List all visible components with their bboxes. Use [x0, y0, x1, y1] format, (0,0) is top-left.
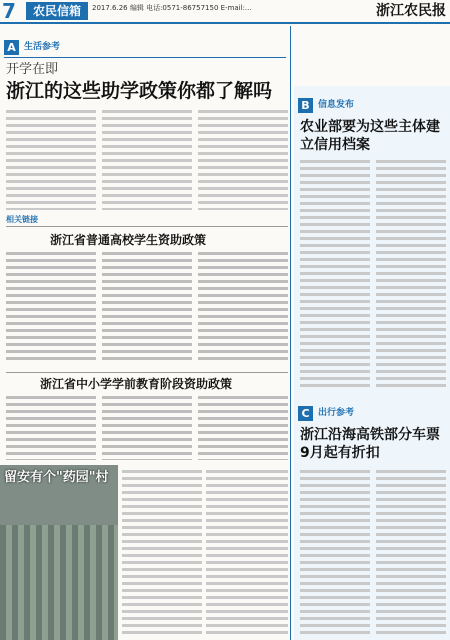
column-divider	[290, 26, 291, 640]
subheading-2: 浙江省中小学学前教育阶段资助政策	[40, 377, 233, 391]
tag-c-label: 出行参考	[318, 408, 355, 418]
article-body	[376, 470, 446, 636]
related-label: 相关链接	[6, 215, 38, 224]
article-body	[102, 396, 192, 460]
article-body	[102, 110, 192, 210]
header-meta: 2017.6.26 编辑 电话:0571-86757150 E-mail:...	[92, 4, 252, 12]
article-body	[300, 160, 370, 390]
headline-b: 农业部要为这些主体建立信用档案	[300, 119, 440, 153]
photo-block	[0, 465, 118, 640]
section-title: 农民信箱	[26, 2, 88, 20]
article-body	[6, 396, 96, 460]
article-body	[376, 160, 446, 390]
tag-b-label: 信息发布	[318, 100, 355, 110]
article-body	[198, 252, 288, 364]
tag-a-label: 生活参考	[24, 42, 61, 52]
photo-title: 留安有个"药园"村	[4, 470, 109, 485]
article-body	[198, 110, 288, 210]
divider	[6, 226, 288, 227]
subheading-1: 浙江省普通高校学生资助政策	[50, 233, 207, 247]
page-number: 7	[2, 0, 16, 23]
divider	[6, 372, 288, 373]
article-body	[102, 252, 192, 364]
article-kicker: 开学在即	[6, 62, 59, 77]
article-body	[6, 252, 96, 364]
tag-a-letter: A	[4, 40, 19, 55]
article-body	[198, 396, 288, 460]
tag-c-letter: C	[298, 406, 313, 421]
article-body	[300, 470, 370, 636]
tag-b-letter: B	[298, 98, 313, 113]
article-body	[6, 110, 96, 210]
masthead: 浙江农民报	[376, 3, 446, 19]
article-body	[122, 470, 202, 636]
headline-c: 浙江沿海高铁部分车票9月起有折扣	[300, 427, 440, 461]
photo-image	[0, 525, 118, 640]
divider	[4, 57, 286, 58]
article-body	[206, 470, 288, 636]
article-headline: 浙江的这些助学政策你都了解吗	[6, 80, 273, 102]
